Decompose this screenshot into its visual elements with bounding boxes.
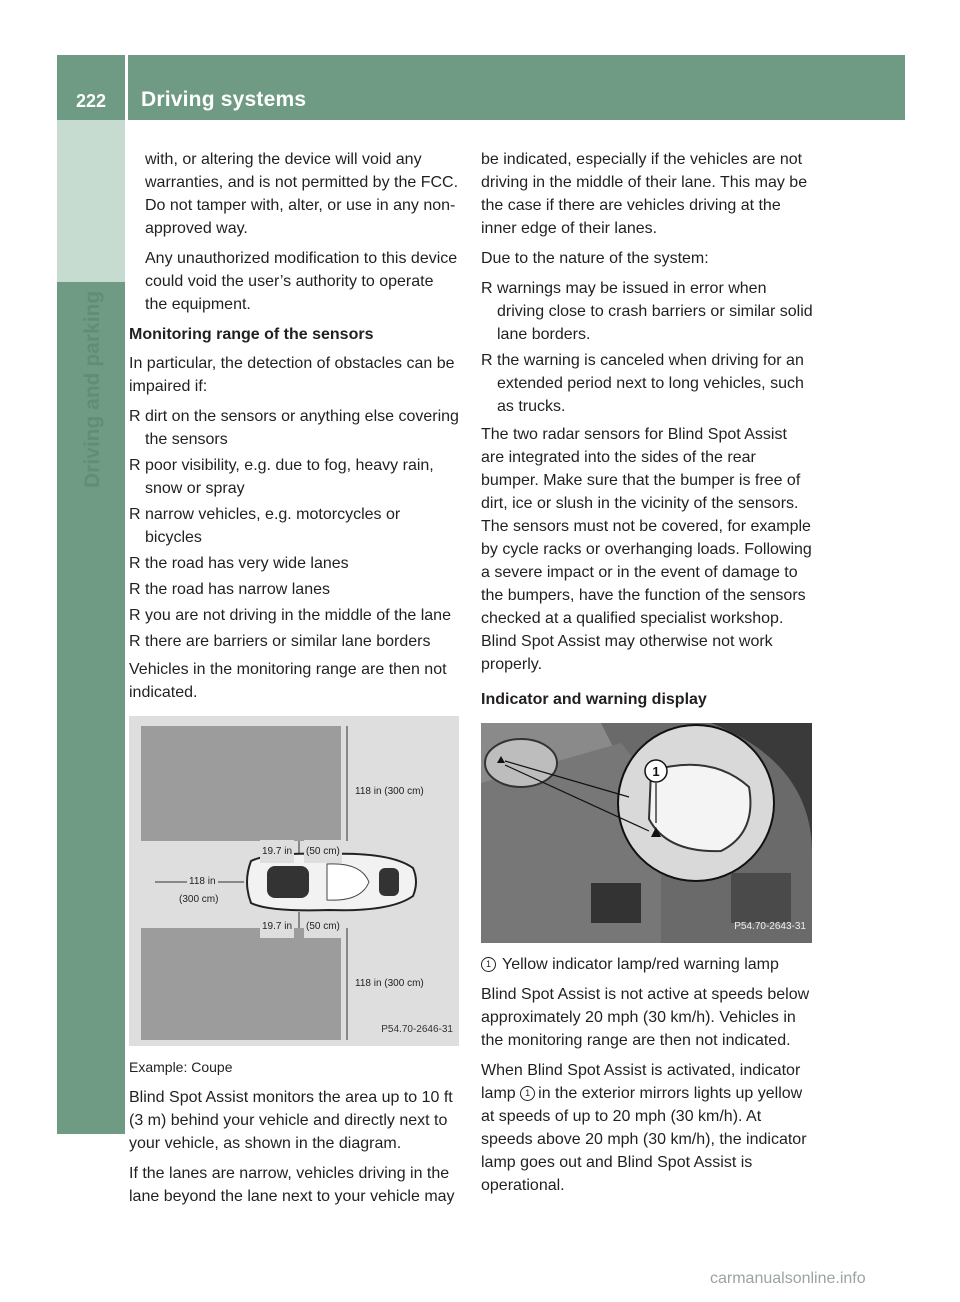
figure-code: P54.70-2643-31 [734, 921, 806, 932]
paragraph: Vehicles in the monitoring range are then not indicated. [129, 661, 447, 701]
list-item: R poor visibility, e.g. due to fog, heavy rain, snow or spray [129, 454, 460, 500]
chapter-label: Driving and parking [81, 290, 104, 488]
header-divider [125, 55, 128, 120]
paragraph: Any unauthorized modification to this device could void the user’s authority to operate the equipment. [145, 250, 458, 313]
paragraph: The two radar sensors for Blind Spot Assist are integrated into the sides of the rear bumper. Make sure that the bumper is free of dirt, ice or slush in the vicinity of the sensors. The sensors must not be covered, for example by cycle racks or overhanging loads. Following a severe impact or in the event of damage to the bumpers, have the function of the sensors checked at a qualified specialist workshop. Blind Spot Assist may otherwise not work properly. [481, 426, 812, 673]
paragraph: with, or altering the device will void any warranties, and is not permitted by the FCC. Do not tamper with, alter, or use in any non-approved way. [145, 151, 459, 237]
dim-label: (50 cm) [304, 915, 342, 938]
section-title: Driving systems [141, 88, 307, 111]
dim-label: (300 cm) [177, 888, 220, 911]
paragraph: be indicated, especially if the vehicles are not driving in the middle of their lane. This may be the case if there are vehicles driving at the inner edge of their lanes. [481, 151, 808, 237]
callout-icon: 1 [481, 957, 496, 972]
monitoring-range-diagram [129, 716, 459, 1046]
bullet-icon: R [129, 457, 141, 474]
bullet-list [129, 405, 460, 653]
dim-label: 118 in (300 cm) [353, 972, 426, 995]
figure-code: P54.70-2646-31 [381, 1024, 453, 1035]
bullet-icon: R [129, 607, 141, 624]
paragraph: Due to the nature of the system: [481, 250, 709, 267]
zone-right-lane [141, 928, 341, 1040]
list-item: R the road has narrow lanes [129, 578, 460, 601]
bullet-list [481, 277, 813, 418]
dim-label: 19.7 in [260, 915, 294, 938]
dim-label: (50 cm) [304, 840, 342, 863]
mirror-indicator-photo [481, 723, 812, 943]
list-item: R dirt on the sensors or anything else covering the sensors [129, 405, 460, 451]
bullet-icon: R [129, 506, 141, 523]
bullet-icon: R [129, 408, 141, 425]
zone-left-lane [141, 726, 341, 841]
subheading: Indicator and warning display [481, 691, 707, 708]
paragraph: When Blind Spot Assist is activated, indicator lamp 1 in the exterior mirrors lights up yellow at speeds of up to 20 mph (30 km/h). At speeds above 20 mph (30 km/h), the indicator lamp goes out and Blind Spot Assist is operational. [481, 1062, 807, 1194]
mirror-photo-svg [481, 723, 812, 943]
left-column [129, 148, 460, 1215]
list-item: R there are barriers or similar lane borders [129, 630, 460, 653]
paragraph: Blind Spot Assist is not active at speeds below approximately 20 mph (30 km/h). Vehicles in the monitoring range are then not indicated. [481, 986, 810, 1049]
list-item: R you are not driving in the middle of the lane [129, 604, 460, 627]
bullet-icon: R [129, 633, 141, 650]
figure-caption: Example: Coupe [129, 1059, 233, 1075]
paragraph: If the lanes are narrow, vehicles driving in the lane beyond the lane next to your vehicle may [129, 1165, 455, 1205]
right-column [481, 148, 813, 1204]
paragraph: In particular, the detection of obstacles can be impaired if: [129, 355, 455, 395]
callout-icon: 1 [520, 1086, 535, 1101]
figure-legend: 1 Yellow indicator lamp/red warning lamp [481, 953, 813, 976]
page-number: 222 [75, 91, 107, 111]
paragraph: Blind Spot Assist monitors the area up to 10 ft (3 m) behind your vehicle and directly next to your vehicle, as shown in the diagram. [129, 1089, 453, 1152]
subheading: Monitoring range of the sensors [129, 326, 374, 343]
bullet-icon: R [129, 581, 141, 598]
list-item: R the warning is canceled when driving for an extended period next to long vehicles, such as trucks. [481, 349, 813, 418]
dim-label: 19.7 in [260, 840, 294, 863]
monitoring-range-svg [129, 716, 459, 1046]
callout-number: 1 [652, 764, 660, 779]
list-item: R narrow vehicles, e.g. motorcycles or bicycles [129, 503, 460, 549]
dim-label: 118 in [187, 870, 218, 893]
dim-label: 118 in (300 cm) [353, 780, 426, 803]
bullet-icon: R [481, 280, 493, 297]
list-item: R the road has very wide lanes [129, 552, 460, 575]
bullet-icon: R [129, 555, 141, 572]
list-item: R warnings may be issued in error when driving close to crash barriers or similar solid lane borders. [481, 277, 813, 346]
watermark: carmanualsonline.info [710, 1270, 866, 1287]
bullet-icon: R [481, 352, 493, 369]
